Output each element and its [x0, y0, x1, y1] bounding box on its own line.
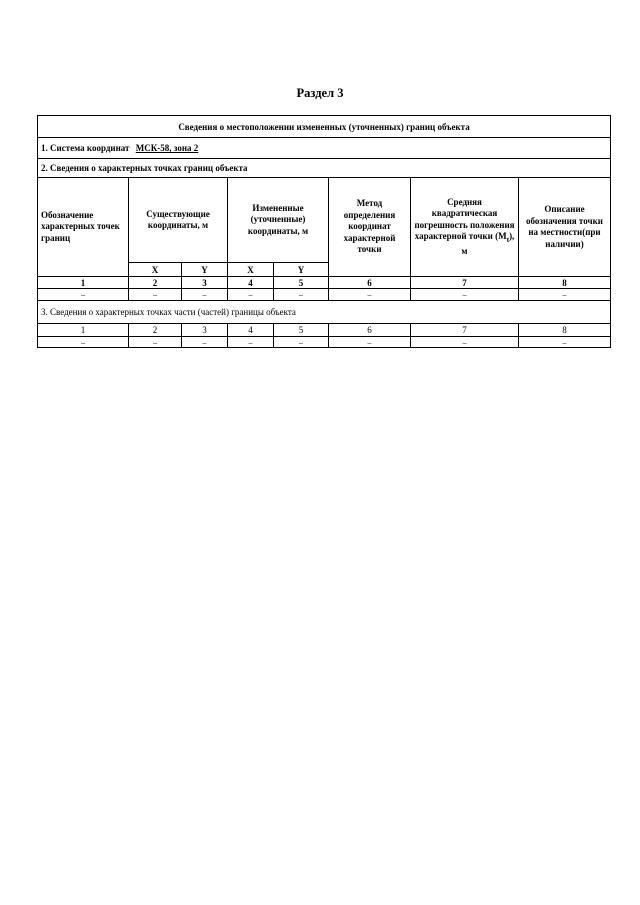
coord-system-value: МСК-58, зона 2 — [135, 143, 199, 153]
dash-cell: – — [274, 289, 329, 301]
coord-system-label: 1. Система координат — [41, 143, 130, 153]
part-dash-cell: – — [228, 337, 274, 348]
col-number-cell: 1 — [38, 277, 129, 289]
part-dash-cell: – — [274, 337, 329, 348]
part-col-number-cell: 4 — [228, 324, 274, 337]
part-dash-cell: – — [519, 337, 611, 348]
header-updated-coords: Измененные (уточненные) координаты, м — [228, 178, 329, 263]
part-col-number-cell: 5 — [274, 324, 329, 337]
part-column-number-row — [38, 324, 611, 337]
table-row — [38, 337, 611, 348]
coord-system-row — [38, 138, 611, 159]
part-col-number-cell: 1 — [38, 324, 129, 337]
header-existing-coords: Существующие координаты, м — [129, 178, 228, 263]
header-updated-x: X — [228, 263, 274, 277]
header-updated-y: Y — [274, 263, 329, 277]
part-dash-cell: – — [411, 337, 519, 348]
part-col-number-cell: 3 — [182, 324, 228, 337]
part-dash-cell: – — [329, 337, 411, 348]
table-title: Сведения о местоположении измененных (уточненных) границ объекта — [38, 116, 611, 138]
part-dash-cell: – — [129, 337, 182, 348]
col-number-cell: 5 — [274, 277, 329, 289]
column-header-row — [38, 178, 611, 263]
part-col-number-cell: 2 — [129, 324, 182, 337]
col-number-cell: 7 — [411, 277, 519, 289]
dash-cell: – — [182, 289, 228, 301]
part-dash-cell: – — [182, 337, 228, 348]
dash-cell: – — [329, 289, 411, 301]
boundary-table — [37, 115, 611, 348]
part-heading: 3. Сведения о характерных точках части (частей) границы объекта — [38, 301, 611, 324]
header-mse-text: Средняя квадратическая погрешность положения характерной точки (M — [414, 196, 515, 242]
col-number-cell: 6 — [329, 277, 411, 289]
dash-cell: – — [38, 289, 129, 301]
part-col-number-cell: 7 — [411, 324, 519, 337]
header-description: Описание обозначения точки на местности(при наличии) — [519, 178, 611, 277]
part-col-number-cell: 8 — [519, 324, 611, 337]
dash-cell: – — [519, 289, 611, 301]
header-mse-subscript: t — [506, 235, 510, 245]
part-heading-row — [38, 301, 611, 324]
section-title: Раздел 3 — [296, 86, 344, 100]
dash-cell: – — [228, 289, 274, 301]
col-number-cell: 4 — [228, 277, 274, 289]
part-dash-cell: – — [38, 337, 129, 348]
points-heading: 2. Сведения о характерных точках границ объекта — [38, 159, 611, 178]
part-col-number-cell: 6 — [329, 324, 411, 337]
header-existing-y: Y — [182, 263, 228, 277]
coord-system-cell — [38, 138, 611, 159]
table-row — [38, 289, 611, 301]
col-number-cell: 8 — [519, 277, 611, 289]
header-mean-square-error — [411, 178, 519, 277]
header-point-designation: Обозначение характерных точек границ — [38, 178, 129, 277]
header-method: Метод определения координат характерной точки — [329, 178, 411, 277]
col-number-cell: 3 — [182, 277, 228, 289]
table-title-row — [38, 116, 611, 138]
column-number-row — [38, 277, 611, 289]
header-mse-unit: ), м — [461, 231, 515, 256]
header-existing-x: X — [129, 263, 182, 277]
dash-cell: – — [129, 289, 182, 301]
points-heading-row — [38, 159, 611, 178]
dash-cell: – — [411, 289, 519, 301]
col-number-cell: 2 — [129, 277, 182, 289]
